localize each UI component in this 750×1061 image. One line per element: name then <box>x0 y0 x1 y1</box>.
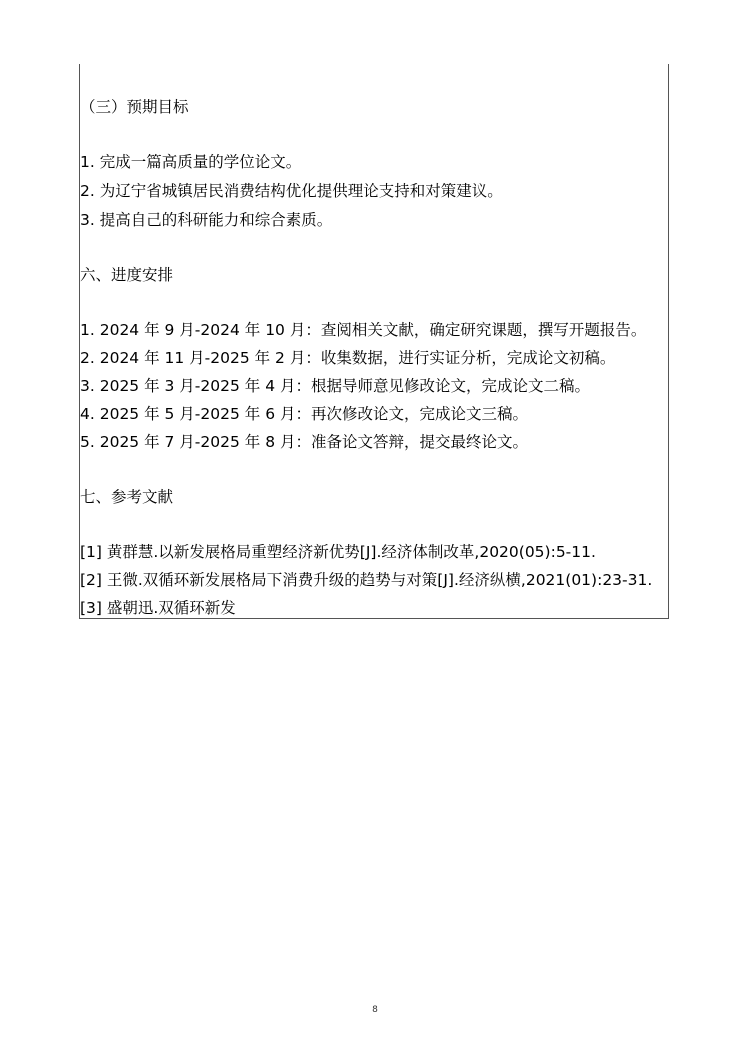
schedule-item-5: 5. 2025 年 7 月-2025 年 8 月：准备论文答辩，提交最终论文。 <box>80 433 528 451</box>
references-heading: 七、参考文献 <box>80 488 174 506</box>
goals-item-1: 1. 完成一篇高质量的学位论文。 <box>80 153 302 171</box>
page-number: 8 <box>372 1005 378 1015</box>
reference-item-1: [1] 黄群慧.以新发展格局重塑经济新优势[J].经济体制改革,2020(05):5-11. <box>80 543 596 561</box>
reference-item-2: [2] 王微.双循环新发展格局下消费升级的趋势与对策[J].经济纵横,2021(01):23-31. <box>80 571 653 589</box>
schedule-item-2: 2. 2024 年 11 月-2025 年 2 月：收集数据，进行实证分析，完成论文初稿。 <box>80 349 616 367</box>
schedule-item-1: 1. 2024 年 9 月-2024 年 10 月：查阅相关文献，确定研究课题，撰写开题报告。 <box>80 321 647 339</box>
schedule-item-3: 3. 2025 年 3 月-2025 年 4 月：根据导师意见修改论文，完成论文二稿。 <box>80 377 590 395</box>
reference-item-3: [3] 盛朝迅.双循环新发 <box>80 599 236 617</box>
schedule-item-4: 4. 2025 年 5 月-2025 年 6 月：再次修改论文，完成论文三稿。 <box>80 405 528 423</box>
schedule-heading: 六、进度安排 <box>80 266 174 284</box>
goals-item-2: 2. 为辽宁省城镇居民消费结构优化提供理论支持和对策建议。 <box>80 182 503 200</box>
goals-heading: （三）预期目标 <box>80 98 189 116</box>
goals-item-3: 3. 提高自己的科研能力和综合素质。 <box>80 211 333 229</box>
content-table-frame <box>79 64 669 619</box>
